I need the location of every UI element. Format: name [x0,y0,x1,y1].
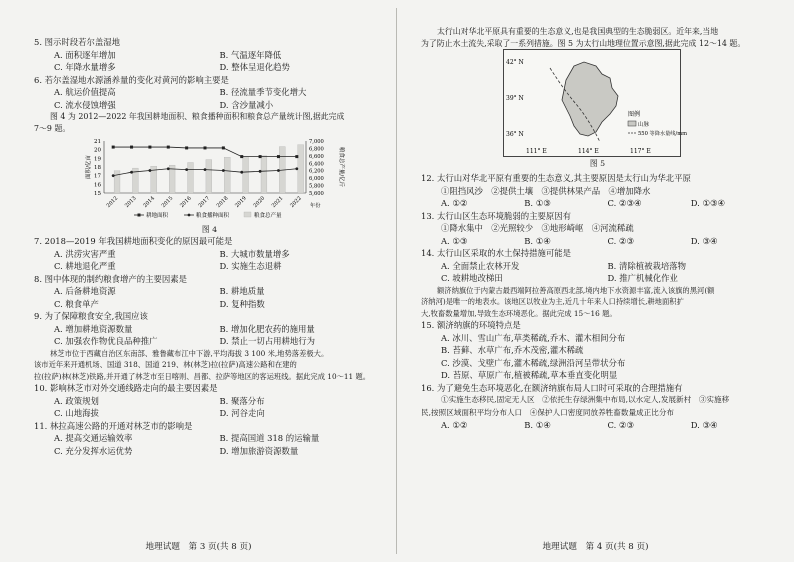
option: D. 禁止一切占用耕地行为 [219,336,315,347]
x-tick-label: 2018 [215,195,230,210]
q7-options [34,248,385,261]
option: A. 冰川、雪山广布,草类稀疏,乔木、灌木相间分布 [441,332,626,343]
question-12: 12. 太行山对华北平原有重要的生态意义,其主要原因是太行山为华北平原 [421,173,691,184]
option: C. 充分发挥水运优势 [54,445,133,456]
option: B. 清除植被栽培落物 [607,260,686,271]
q12-items: ①阻挡风沙 ②提供土壤 ③提供林果产品 ④增加降水 [441,185,651,196]
legend-label: 粮食总产量 [254,213,282,220]
q13-items: ①降水集中 ②光照较少 ③地形崎岖 ④河流稀疏 [441,223,634,234]
point-sown-area [112,174,115,177]
y-tick-label: 17 [94,173,101,180]
point-arable-land [204,147,207,150]
x-tick-label: 2014 [142,195,156,210]
point-sown-area [204,168,207,171]
option: B. 增加化肥农药的施用量 [219,323,315,334]
y-tick-label: 16 [94,182,101,189]
q9-options [34,335,385,348]
y-tick-label-right: 6,000 [309,176,324,183]
question-8: 8. 图中体现的制约粮食增产的主要因素是 [34,273,188,284]
q5-options [34,61,385,74]
option: D. 推广机械化作业 [607,273,678,284]
option: B. ①④ [524,235,551,246]
q16-items-2: 民,按照区域面积平均分布人口 ④保护人口密度同放养牲畜数量成正比分布 [421,407,675,417]
question-14: 14. 太行山区采取的水土保持措施可能是 [421,248,571,259]
point-arable-land [240,155,243,158]
page-4 [397,0,794,562]
option: A. ①② [441,420,468,431]
point-sown-area [149,169,152,172]
taihang-map-svg [504,50,688,156]
x-tick-label: 2015 [160,195,175,210]
option: C. 山地海拔 [54,408,99,419]
option: D. 河谷走向 [219,408,265,419]
option: B. ①④ [524,420,551,431]
question-5: 5. 图示时段若尔盖湿地 [34,37,121,47]
option: D. ①③④ [690,198,726,209]
point-arable-land [167,146,170,149]
bar-grain-output [206,160,212,193]
option: A. ①② [441,198,468,209]
option: C. 年降水量增多 [54,62,116,72]
option: C. 坡耕地改梯田 [441,273,503,284]
option: A. 提高交通运输效率 [54,433,133,444]
option: B. 耕地质量 [219,286,265,297]
q14-options [421,260,774,273]
legend-label: 耕地面积 [146,213,169,220]
q14-options [421,272,774,285]
page-3-footer: 地理试题 第 3 页(共 8 页) [145,542,252,552]
taihang-mountains-shape [562,62,618,136]
option: B. ①③ [524,198,551,209]
point-arable-land [259,155,262,158]
option: C. 耕地退化严重 [54,261,116,272]
legend-marker-arable-land [138,214,141,217]
option: D. ③④ [690,235,718,246]
q16-options [421,419,774,432]
question-10: 10. 影响林芝市对外交通线路走向的最主要因素是 [34,383,218,394]
bar-grain-output [298,145,304,193]
x-tick-label: 2013 [124,195,138,210]
point-sown-area [130,171,133,174]
option: A. 航运价值提高 [54,87,116,97]
point-arable-land [130,146,133,149]
option: B. 气温逐年降低 [219,49,282,60]
y-tick-label-right: 5,800 [309,183,324,190]
q9-options [34,323,385,336]
q5-options [34,49,385,62]
point-sown-area [295,168,298,171]
q13-options [421,235,774,248]
lon-label: 117° E [630,148,651,156]
bar-grain-output [243,157,249,193]
point-sown-area [222,169,225,172]
q8-options [34,285,385,298]
chart-svg [34,135,384,221]
passage-linzhi-1: 林芝市位于西藏自治区东南部、雅鲁藏布江中下游,平均海拔 3 100 米,地势落差极大。 [50,348,329,358]
option: C. ②③④ [607,198,642,209]
figure-4-chart [34,135,385,235]
option: C. 沙漠、戈壁广布,灌木稀疏,绿洲沿河呈带状分布 [441,357,626,368]
option: B. 苔藓、水草广布,乔木茂密,灌木稀疏 [441,345,584,356]
bar-grain-output [224,158,230,194]
y-tick-label-right: 7,000 [309,139,324,146]
point-arable-land [222,147,225,150]
q8-options [34,298,385,311]
y-tick-label: 19 [94,156,101,163]
option: D. 实施生态退耕 [219,261,282,272]
option: A. 全面禁止农林开发 [441,260,520,271]
q6-options [34,99,385,112]
passage-ejina-1: 额济纳旗位于内蒙古最西端阿拉善高原西北部,境内地下水资源丰富,流入该旗的黑河(额 [437,285,715,295]
point-arable-land [148,146,151,149]
x-tick-label: 2022 [289,195,303,210]
q10-options [34,395,385,408]
option: A. 增加耕地资源数量 [54,323,133,334]
legend-mountain-swatch [628,121,636,126]
y-tick-label-right: 6,400 [309,161,324,168]
y-tick-label-right: 6,200 [309,168,324,175]
option: C. 加强农作物优良品种推广 [54,336,158,347]
x-axis-title: 年份 [310,203,321,210]
question-15: 15. 额济纳旗的环境特点是 [421,320,521,331]
legend-item: 山脉 [638,122,650,129]
question-9: 9. 为了保障粮食安全,我国应该 [34,311,148,322]
option: C. 流水侵蚀增强 [54,99,116,110]
option: D. ③④ [690,420,718,431]
legend-swatch-grain-output [244,212,251,217]
q16-items-1: ①实施生态移民,固定无人区 ②依托生存绿洲集中布局,以水定人,发展新村 ③实施移 [441,395,730,405]
bar-grain-output [114,171,120,193]
passage-ejina-3: 大,牧畜数量增加,导致生态环境恶化。据此完成 15～16 题。 [421,308,617,318]
x-tick-label: 2021 [270,195,285,210]
q10-options [34,407,385,420]
q6-options [34,86,385,99]
option: D. 增加旅游资源数量 [219,445,299,456]
point-sown-area [185,168,188,171]
option: A. 洪涝灾害严重 [54,248,116,259]
bar-grain-output [188,163,194,193]
x-tick-label: 2012 [105,195,120,210]
lat-label: 36° N [506,131,524,139]
legend-title: 图例 [628,111,641,119]
x-tick-label: 2017 [197,195,212,210]
option: B. 提高国道 318 的运输量 [219,433,320,444]
point-arable-land [277,155,280,158]
q7-options [34,260,385,273]
point-sown-area [277,169,280,172]
option: D. 苔原、草原广布,植被稀疏,草本垂直变化明显 [441,370,618,381]
option: A. 面积逐年增加 [54,49,116,60]
figure-5-caption: 图 5 [589,159,606,169]
y-tick-label: 15 [94,191,101,198]
y-tick-label-right: 5,600 [309,191,324,198]
option: D. 复种指数 [219,298,265,309]
option: B. 聚落分布 [219,395,265,406]
lat-label: 42° N [506,59,524,67]
q11-options [34,445,385,458]
y-tick-label-right: 6,800 [309,146,324,153]
legend-marker-sown-area [188,214,191,217]
question-13: 13. 太行山区生态环境脆弱的主要原因有 [421,210,571,221]
y-axis-title-right: 粮食总产量/亿斤 [338,147,344,188]
option: B. 径流量季节变化增大 [219,87,307,97]
question-7: 7. 2018—2019 年我国耕地面积变化的原因最可能是 [34,236,233,247]
point-arable-land [185,147,188,150]
y-tick-label: 18 [94,165,101,172]
option: D. 含沙量减小 [219,99,274,110]
figure-5-map [503,49,688,157]
passage-taihang-2: 为了防止水土流失,采取了一系列措施。图 5 为太行山地理位置示意图,据此完成 12～14 题。 [421,38,746,48]
option: C. ②③ [607,420,634,431]
point-sown-area [240,171,243,174]
figure-4-intro-2: 7～9 题。 [34,123,71,133]
x-tick-label: 2019 [234,195,248,210]
x-tick-label: 2016 [179,195,193,210]
passage-ejina-2: 济纳河)是唯一的地表水。该地区以牧业为主,近几十年来人口持续增长,耕地面积扩 [421,297,684,307]
figure-4-caption: 图 4 [201,225,218,235]
legend-label: 粮食播种面积 [196,213,230,220]
lon-label: 111° E [526,148,547,156]
point-arable-land [112,146,115,149]
q11-options [34,432,385,445]
lat-label: 39° N [506,95,524,103]
y-tick-label: 20 [94,147,101,154]
option: A. ①③ [441,235,468,246]
option: A. 政策规划 [54,395,99,406]
question-6: 6. 若尔盖湿地水源涵养量的变化对黄河的影响主要是 [34,74,229,85]
passage-linzhi-2: 该市近年来开通机场、国道 318、国道 219、林(林芝)拉(拉萨)高速公路和在建的 [34,360,297,370]
point-sown-area [167,168,170,171]
question-11: 11. 林拉高速公路的开通对林芝市的影响是 [34,420,193,431]
bar-grain-output [261,156,267,193]
passage-taihang-1: 太行山对华北平原具有重要的生态意义,也是我国典型的生态脆弱区。近年来,当地 [437,27,719,36]
option: C. 粮食单产 [54,298,99,309]
point-sown-area [259,170,262,173]
q12-options [421,197,774,210]
option: D. 整体呈退化趋势 [219,62,290,72]
x-tick-label: 2020 [252,195,267,210]
y-tick-label: 21 [94,139,101,146]
option: B. 大城市数量增多 [219,248,290,259]
page-4-footer: 地理试题 第 4 页(共 8 页) [542,542,649,552]
y-tick-label-right: 6,600 [309,154,324,161]
lon-label: 114° E [578,148,599,156]
passage-linzhi-3: 拉(拉萨)林(林芝)铁路,并开通了林芝市至日喀则、昌都、拉萨等地区的客运班线。据此完成 10～11 题。 [34,371,371,381]
point-arable-land [295,155,298,158]
option: A. 后备耕地资源 [54,286,116,297]
y-axis-title: 面积/亿亩 [86,155,92,180]
question-16: 16. 为了避免生态环境恶化,在额济纳旗布局人口时可采取的合理措施有 [421,382,683,393]
figure-4-intro: 图 4 为 2012—2022 年我国耕地面积、粮食播种面积和粮食总产量统计图,据此完成 [50,112,345,121]
option: C. ②③ [607,235,634,246]
legend-item: 550 等降水量线/mm [638,131,688,138]
